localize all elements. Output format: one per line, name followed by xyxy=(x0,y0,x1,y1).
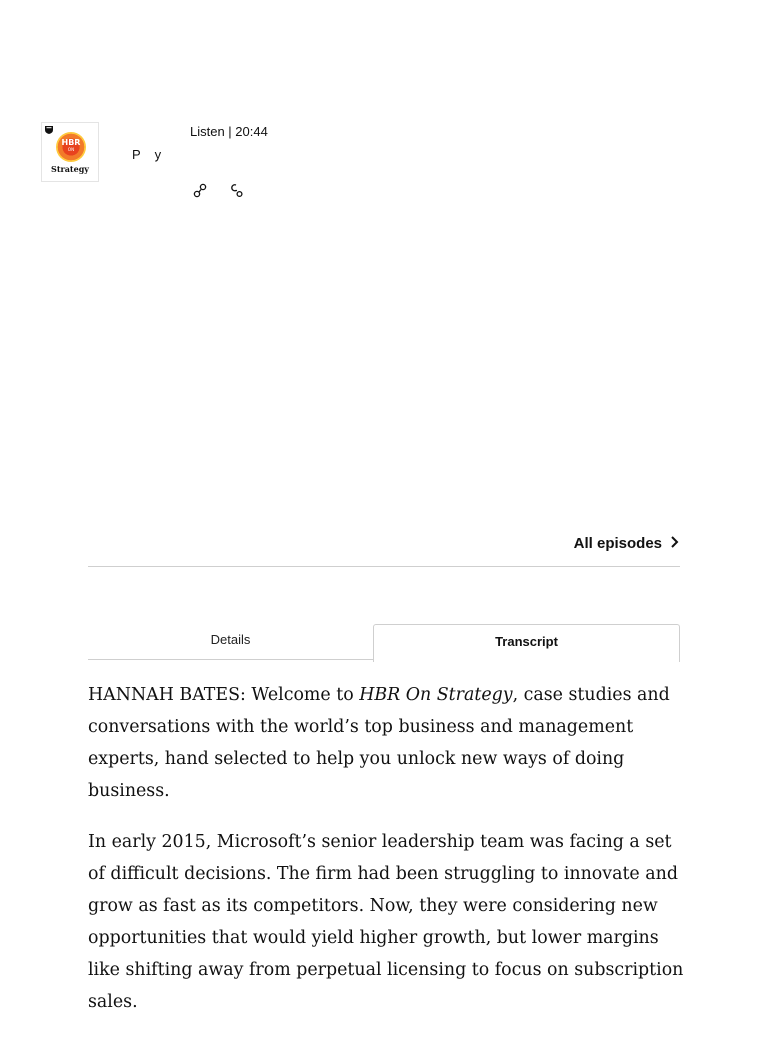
all-episodes-label: All episodes xyxy=(573,535,662,552)
link-icon[interactable] xyxy=(228,181,244,199)
podcast-cover-art xyxy=(41,122,99,182)
cover-show-title: Strategy xyxy=(51,164,89,174)
link-icon[interactable] xyxy=(193,181,209,199)
listen-duration: Listen | 20:44 xyxy=(190,124,268,139)
cover-sun-graphic xyxy=(56,132,86,162)
all-episodes-link[interactable] xyxy=(560,535,680,552)
play-label-start: P xyxy=(132,147,141,162)
cover-badge-subtext: ON xyxy=(67,147,75,152)
chevron-right-icon xyxy=(670,535,680,549)
tab-transcript[interactable]: Transcript xyxy=(373,624,680,662)
tab-details[interactable]: Details xyxy=(88,623,373,660)
hbr-shield-icon xyxy=(45,126,53,134)
transcript-speaker-intro: HANNAH BATES: Welcome to xyxy=(88,685,360,705)
transcript-intro-rest: , case studies and conversations with the world’s top business and management experts, hand selected to help you unlock new ways of doing business. xyxy=(88,685,670,801)
cover-badge-text: HBR xyxy=(61,138,81,147)
show-title-italic: HBR On Strategy xyxy=(359,685,513,705)
transcript-paragraph: In early 2015, Microsoft’s senior leadership team was facing a set of difficult decisions. The firm had been struggling to innovate and grow as fast as its competitors. Now, they were considering new opportunities that would yield higher growth, but lower margins like shifting away from perpetual licensing to focus on subscription sales. xyxy=(88,832,684,1012)
transcript-body xyxy=(88,679,688,1037)
play-label-end: y xyxy=(154,147,162,162)
transcript-paragraph xyxy=(88,679,688,807)
play-button[interactable] xyxy=(132,147,161,162)
section-divider xyxy=(88,566,680,567)
